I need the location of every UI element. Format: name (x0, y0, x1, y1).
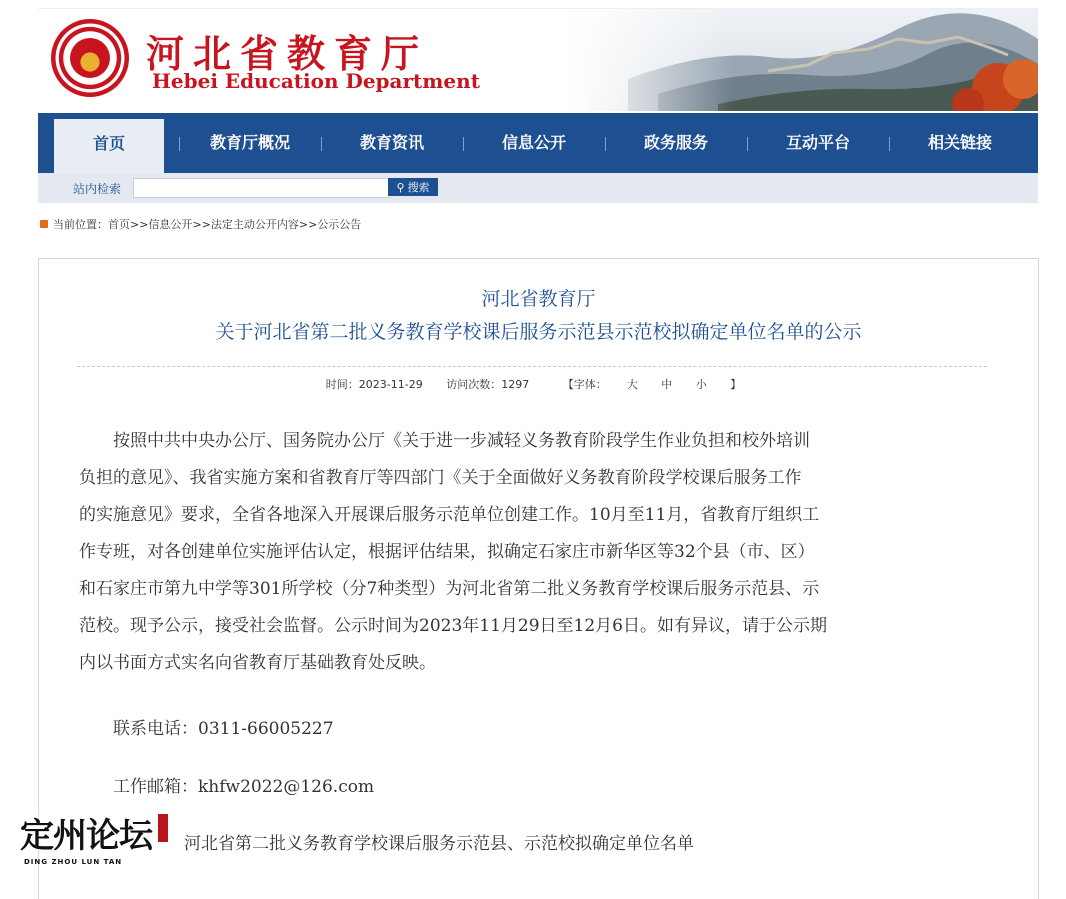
paragraph-line: 的实施意见》要求，全省各地深入开展课后服务示范单位创建工作。10月至11月，省教育厅组织工 (79, 505, 820, 525)
title-divider (77, 366, 987, 367)
breadcrumb-prefix: 当前位置： (53, 218, 108, 231)
view-count: 访问次数：1297 (446, 378, 530, 391)
site-header (38, 8, 1038, 111)
publish-time: 时间：2023-11-29 (325, 378, 423, 391)
search-bar (38, 173, 1038, 203)
search-icon: ⚲ (396, 182, 405, 194)
article-title: 关于河北省第二批义务教育学校课后服务示范县示范校拟确定单位名单的公示 (215, 321, 862, 343)
font-size-medium-link[interactable]: 中 (661, 378, 673, 391)
nav-item-home[interactable]: 首页 (54, 119, 164, 173)
nav-item-interaction-platform[interactable]: 互动平台 (785, 133, 850, 152)
nav-item-related-links[interactable]: 相关链接 (927, 133, 992, 152)
search-button[interactable] (388, 178, 438, 196)
watermark-sub-text: DING ZHOU LUN TAN (24, 858, 123, 866)
breadcrumb-link-home[interactable]: 首页 (108, 218, 130, 231)
article-title-issuer: 河北省教育厅 (481, 288, 596, 310)
site-title-cn[interactable]: 河北省教育厅 (146, 31, 429, 76)
great-wall-banner (568, 9, 1038, 111)
font-size-small-link[interactable]: 小 (695, 378, 707, 391)
breadcrumb-separator: >> (192, 218, 211, 231)
paragraph-line: 和石家庄市第九中学等301所学校（分7种类型）为河北省第二批义务教育学校课后服务示范县、示 (79, 579, 820, 599)
paragraph-line: 按照中共中央办公厅、国务院办公厅《关于进一步减轻义务教育阶段学生作业负担和校外培训 (79, 431, 810, 451)
font-size-suffix: 】 (730, 378, 742, 391)
contact-email: 工作邮箱：khfw2022@126.com (79, 777, 375, 797)
main-nav (38, 113, 1038, 173)
hebei-education-seal-icon[interactable] (51, 19, 129, 97)
font-size-controls (553, 378, 752, 391)
article-meta (39, 376, 1038, 392)
watermark-seal-icon (158, 814, 168, 842)
nav-item-education-news[interactable]: 教育资讯 (359, 133, 424, 152)
breadcrumb-separator: >> (130, 218, 149, 231)
breadcrumb-link-announcements[interactable]: 公示公告 (317, 218, 362, 231)
font-size-large-link[interactable]: 大 (626, 378, 638, 391)
paragraph-line: 范校。现予公示，接受社会监督。公示时间为2023年11月29日至12月6日。如有异议，请于公示期 (79, 616, 827, 636)
search-input[interactable] (133, 178, 391, 198)
nav-item-info-disclosure[interactable]: 信息公开 (501, 133, 566, 152)
site-title-en[interactable]: Hebei Education Department (152, 69, 480, 93)
search-button-label: 搜索 (407, 182, 430, 194)
dingzhou-forum-watermark (20, 808, 180, 878)
font-size-prefix: 【字体： (562, 378, 607, 391)
paragraph-line: 内以书面方式实名向省教育厅基础教育处反映。 (79, 653, 436, 673)
breadcrumb-link-mandatory-disclosure[interactable]: 法定主动公开内容 (210, 218, 299, 231)
breadcrumb (40, 216, 361, 232)
attachment-link[interactable]: 河北省第二批义务教育学校课后服务示范县、示范校拟确定单位名单 (184, 834, 694, 854)
paragraph-line: 作专班，对各创建单位实施评估认定，根据评估结果，拟确定石家庄市新华区等32个县（市、区） (79, 542, 815, 562)
breadcrumb-link-info-disclosure[interactable]: 信息公开 (148, 218, 193, 231)
paragraph-line: 负担的意见》、我省实施方案和省教育厅等四部门《关于全面做好义务教育阶段学校课后服务工作 (79, 468, 802, 488)
breadcrumb-separator: >> (298, 218, 318, 231)
search-label: 站内检索 (73, 182, 122, 196)
article-panel (38, 258, 1039, 899)
watermark-text: 定州论坛 (20, 816, 152, 856)
nav-item-department-overview[interactable]: 教育厅概况 (209, 133, 290, 152)
contact-phone: 联系电话：0311-66005227 (79, 719, 334, 739)
location-marker-icon (40, 220, 48, 228)
nav-item-government-services[interactable]: 政务服务 (643, 133, 708, 152)
